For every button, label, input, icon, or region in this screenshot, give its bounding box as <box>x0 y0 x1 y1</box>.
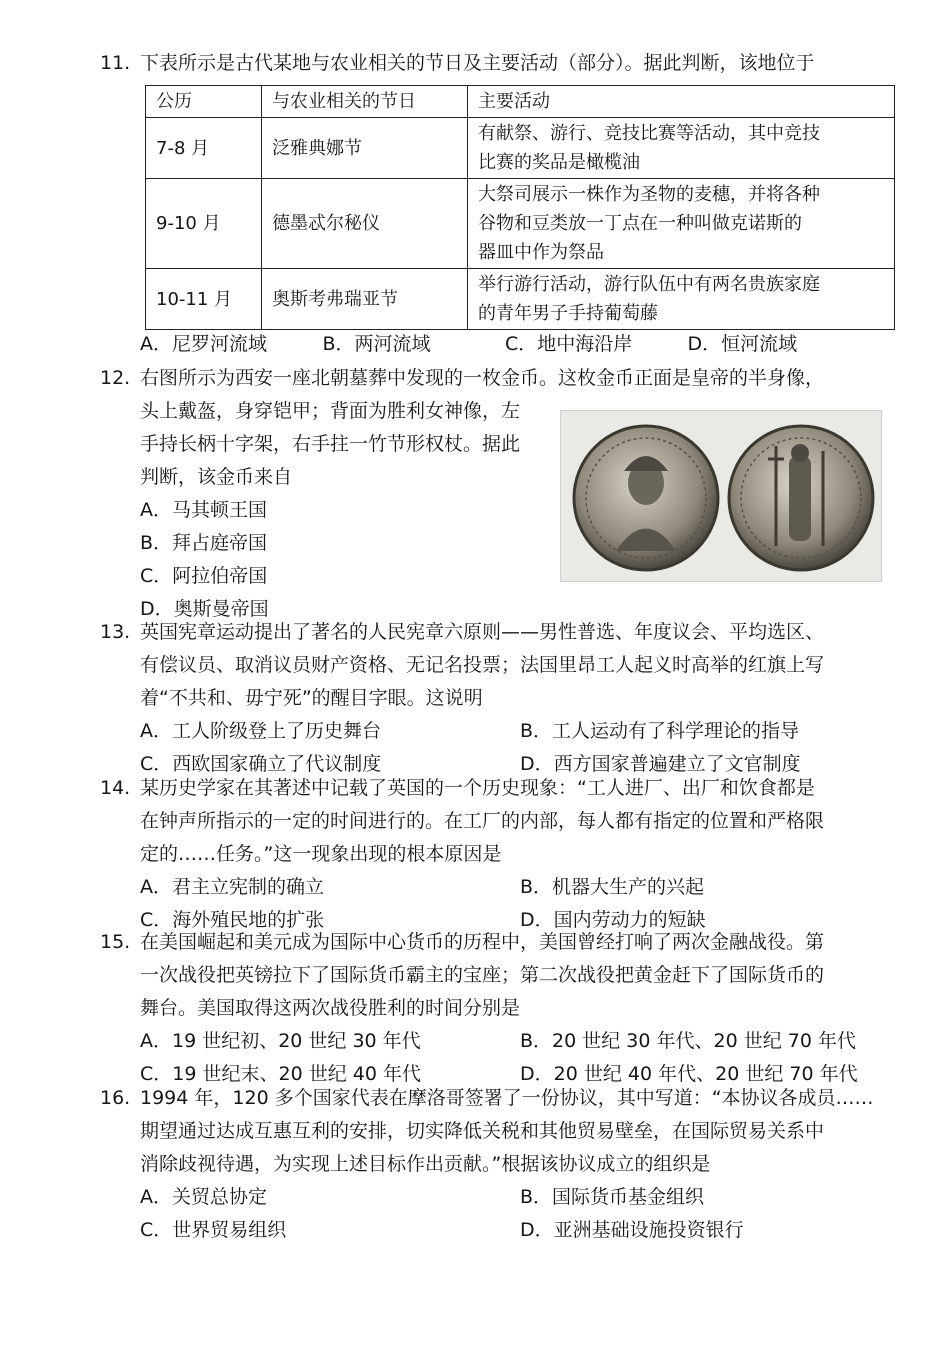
question-12: 12. 右图所示为西安一座北朝墓葬中发现的一枚金币。这枚金币正面是皇帝的半身像， 头上戴盔，身穿铠甲；背面为胜利女神像，左 手持长柄十字架，右手拄一竹节形权杖。据此 判断，该金币来自 A．马其顿王国 B．拜占庭帝国 C．阿拉伯帝国 D．奥斯曼帝国 <box>100 362 870 626</box>
question-11 <box>100 47 870 80</box>
option-a[interactable]: A．19 世纪初、20 世纪 30 年代 <box>140 1030 421 1052</box>
coin-image <box>561 411 881 581</box>
option-d[interactable]: D．西方国家普遍建立了文官制度 <box>520 753 801 775</box>
question-number: 15. <box>100 931 131 953</box>
question-number: 11. <box>100 52 131 74</box>
question-16-stem: 16. 1994 年，120 多个国家代表在摩洛哥签署了一份协议，其中写道：“本协议各成员…… <box>100 1082 870 1115</box>
table-cell-month: 10-11 月 <box>146 269 262 330</box>
question-12-stem: 12. 右图所示为西安一座北朝墓葬中发现的一枚金币。这枚金币正面是皇帝的半身像， <box>100 362 870 395</box>
coin-obverse <box>574 426 718 570</box>
table-cell-activity: 大祭司展示一株作为圣物的麦穗，并将各种 谷物和豆类放一丁点在一种叫做克诺斯的 器皿中作为祭品 <box>468 179 895 269</box>
festival-table <box>145 85 895 330</box>
option-d[interactable]: D．奥斯曼帝国 <box>140 598 269 620</box>
question-15-stem: 15. 在美国崛起和美元成为国际中心货币的历程中，美国曾经打响了两次金融战役。第 <box>100 926 870 959</box>
question-number: 14. <box>100 777 131 799</box>
question-14-stem: 14. 某历史学家在其著述中记载了英国的一个历史现象：“工人进厂、出厂和饮食都是 <box>100 772 870 805</box>
option-c[interactable]: C．西欧国家确立了代议制度 <box>140 753 382 775</box>
question-13: 13. 英国宪章运动提出了著名的人民宪章六原则——男性普选、年度议会、平均选区、 有偿议员、取消议员财产资格、无记名投票；法国里昂工人起义时高举的红旗上写 着“不共和、毋宁死”的醒目字眼。这说明 A．工人阶级登上了历史舞台 B．工人运动有了科学理论的指导 C．西欧国家确立了代议制度 D．西方国家普遍建立了文官制度 <box>100 616 870 781</box>
table-cell-festival: 奥斯考弗瑞亚节 <box>262 269 468 330</box>
option-c[interactable]: C．世界贸易组织 <box>140 1219 287 1241</box>
option-a[interactable]: A．君主立宪制的确立 <box>140 876 324 898</box>
table-cell-festival: 泛雅典娜节 <box>262 118 468 179</box>
table-cell-festival: 德墨忒尔秘仪 <box>262 179 468 269</box>
coin-reverse <box>729 426 873 570</box>
option-b[interactable]: B．工人运动有了科学理论的指导 <box>520 720 800 742</box>
table-cell-month: 9-10 月 <box>146 179 262 269</box>
table-cell-activity: 有献祭、游行、竞技比赛等活动，其中竞技 比赛的奖品是橄榄油 <box>468 118 895 179</box>
question-13-stem: 13. 英国宪章运动提出了著名的人民宪章六原则——男性普选、年度议会、平均选区、 <box>100 616 870 649</box>
question-number: 16. <box>100 1087 131 1109</box>
option-c[interactable]: C．地中海沿岸 <box>505 333 633 355</box>
table-row <box>146 269 895 330</box>
option-b[interactable]: B．国际货币基金组织 <box>520 1186 705 1208</box>
table-row <box>146 118 895 179</box>
question-15: 15. 在美国崛起和美元成为国际中心货币的历程中，美国曾经打响了两次金融战役。第 一次战役把英镑拉下了国际货币霸主的宝座；第二次战役把黄金赶下了国际货币的 舞台。美国取得这两次战役胜利的时间分别是 A．19 世纪初、20 世纪 30 年代 B．20 世纪 30 年代、20 世纪 70 年代 C．19 世纪末、20 世纪 40 年代 D．20 世纪 40 年代、20 世纪 70 年代 <box>100 926 870 1091</box>
option-b[interactable]: B．两河流域 <box>322 333 431 355</box>
table-header: 主要活动 <box>468 86 895 118</box>
option-a[interactable]: A．尼罗河流域 <box>140 333 267 355</box>
option-d[interactable]: D．20 世纪 40 年代、20 世纪 70 年代 <box>520 1063 858 1085</box>
table-cell-month: 7-8 月 <box>146 118 262 179</box>
table-row <box>146 179 895 269</box>
question-14: 14. 某历史学家在其著述中记载了英国的一个历史现象：“工人进厂、出厂和饮食都是 在钟声所指示的一定的时间进行的。在工厂的内部，每人都有指定的位置和严格限 定的……任务。”这一现象出现的根本原因是 A．君主立宪制的确立 B．机器大生产的兴起 C．海外殖民地的扩张 D．国内劳动力的短缺 <box>100 772 870 937</box>
question-16: 16. 1994 年，120 多个国家代表在摩洛哥签署了一份协议，其中写道：“本协议各成员…… 期望通过达成互惠互利的安排，切实降低关税和其他贸易壁垒，在国际贸易关系中 消除歧视待遇，为实现上述目标作出贡献。”根据该协议成立的组织是 A．关贸总协定 B．国际货币基金组织 C．世界贸易组织 D．亚洲基础设施投资银行 <box>100 1082 870 1247</box>
table-header-row <box>146 86 895 118</box>
question-11-options <box>100 328 870 361</box>
table-header: 与农业相关的节日 <box>262 86 468 118</box>
option-b[interactable]: B．拜占庭帝国 <box>140 532 268 554</box>
option-d[interactable]: D．国内劳动力的短缺 <box>520 909 706 931</box>
option-d[interactable]: D．亚洲基础设施投资银行 <box>520 1219 744 1241</box>
option-d[interactable]: D．恒河流域 <box>687 333 798 355</box>
option-b[interactable]: B．机器大生产的兴起 <box>520 876 705 898</box>
option-c[interactable]: C．阿拉伯帝国 <box>140 565 268 587</box>
question-number: 12. <box>100 367 131 389</box>
option-b[interactable]: B．20 世纪 30 年代、20 世纪 70 年代 <box>520 1030 856 1052</box>
table-cell-activity: 举行游行活动，游行队伍中有两名贵族家庭 的青年男子手持葡萄藤 <box>468 269 895 330</box>
table-header: 公历 <box>146 86 262 118</box>
option-a[interactable]: A．马其顿王国 <box>140 499 267 521</box>
gold-coin-photo <box>560 410 882 582</box>
option-a[interactable]: A．关贸总协定 <box>140 1186 267 1208</box>
question-11-stem: 11. 下表所示是古代某地与农业相关的节日及主要活动（部分）。据此判断，该地位于 <box>100 47 870 80</box>
option-c[interactable]: C．19 世纪末、20 世纪 40 年代 <box>140 1063 421 1085</box>
option-a[interactable]: A．工人阶级登上了历史舞台 <box>140 720 381 742</box>
option-c[interactable]: C．海外殖民地的扩张 <box>140 909 325 931</box>
question-number: 13. <box>100 621 131 643</box>
